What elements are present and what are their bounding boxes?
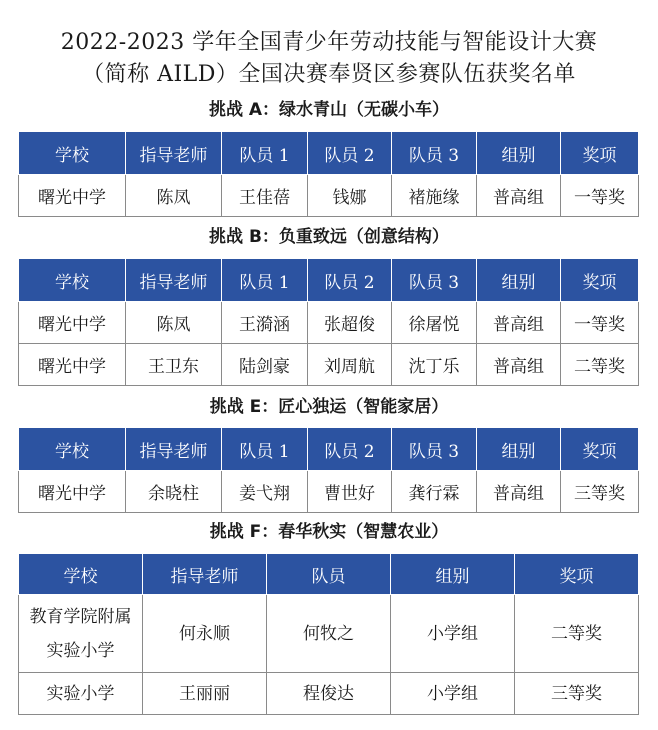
cell-member-2: 张超俊 xyxy=(308,302,392,344)
header-cell: 奖项 xyxy=(515,554,639,595)
table-row xyxy=(19,344,639,386)
cell-teacher: 陈凤 xyxy=(126,302,222,344)
cell-school: 曙光中学 xyxy=(19,175,126,217)
cell-award: 一等奖 xyxy=(561,302,639,344)
cell-award: 一等奖 xyxy=(561,175,639,217)
table-header-row xyxy=(19,554,639,595)
table-row xyxy=(19,302,639,344)
table-challenge-a xyxy=(18,131,639,217)
table-row xyxy=(19,175,639,217)
cell-group: 小学组 xyxy=(391,673,515,715)
cell-group: 普高组 xyxy=(477,344,561,386)
table-challenge-b xyxy=(18,258,639,386)
cell-member-2: 刘周航 xyxy=(308,344,392,386)
table-row xyxy=(19,673,639,715)
cell-member-1: 王佳蓓 xyxy=(222,175,308,217)
header-cell: 组别 xyxy=(391,554,515,595)
cell-school: 曙光中学 xyxy=(19,471,126,513)
header-cell: 队员 1 xyxy=(222,132,308,175)
header-cell: 队员 3 xyxy=(392,428,477,471)
header-cell: 奖项 xyxy=(561,259,639,302)
cell-member-1: 王漪涵 xyxy=(222,302,308,344)
header-cell: 队员 3 xyxy=(392,132,477,175)
header-cell: 队员 1 xyxy=(222,259,308,302)
table-header-row xyxy=(19,259,639,302)
header-cell: 队员 xyxy=(267,554,391,595)
section-title-e: 挑战 E：匠心独运（智能家居） xyxy=(209,397,449,417)
cell-member-1: 姜弋翔 xyxy=(222,471,308,513)
header-cell: 队员 3 xyxy=(392,259,477,302)
table-challenge-e xyxy=(18,427,639,513)
header-cell: 指导老师 xyxy=(143,554,267,595)
header-cell: 学校 xyxy=(19,132,126,175)
cell-teacher: 王卫东 xyxy=(126,344,222,386)
section-title-f: 挑战 F：春华秋实（智慧农业） xyxy=(209,522,449,542)
header-cell: 组别 xyxy=(477,428,561,471)
header-cell: 奖项 xyxy=(561,132,639,175)
cell-school: 曙光中学 xyxy=(19,302,126,344)
cell-award: 二等奖 xyxy=(515,595,639,673)
header-cell: 队员 2 xyxy=(308,259,392,302)
document-title-line-1: 2022-2023 学年全国青少年劳动技能与智能设计大赛 xyxy=(60,30,598,55)
header-cell: 指导老师 xyxy=(126,259,222,302)
cell-member-3: 沈丁乐 xyxy=(392,344,477,386)
cell-member-2: 钱娜 xyxy=(308,175,392,217)
cell-school: 实验小学 xyxy=(19,673,143,715)
cell-teacher: 何永顺 xyxy=(143,595,267,673)
header-cell: 指导老师 xyxy=(126,428,222,471)
table-challenge-f xyxy=(18,553,639,715)
cell-teacher: 余晓柱 xyxy=(126,471,222,513)
table-row xyxy=(19,471,639,513)
header-cell: 奖项 xyxy=(561,428,639,471)
section-title-b: 挑战 B：负重致远（创意结构） xyxy=(209,227,449,247)
cell-group: 普高组 xyxy=(477,175,561,217)
cell-school: 曙光中学 xyxy=(19,344,126,386)
section-title-a: 挑战 A：绿水青山（无碳小车） xyxy=(208,100,450,120)
header-cell: 队员 1 xyxy=(222,428,308,471)
header-cell: 学校 xyxy=(19,259,126,302)
table-header-row xyxy=(19,428,639,471)
cell-member-2: 曹世好 xyxy=(308,471,392,513)
cell-member-3: 龚行霖 xyxy=(392,471,477,513)
cell-member-3: 褚施缘 xyxy=(392,175,477,217)
cell-group: 普高组 xyxy=(477,471,561,513)
header-cell: 队员 2 xyxy=(308,428,392,471)
header-cell: 队员 2 xyxy=(308,132,392,175)
table-row xyxy=(19,595,639,673)
cell-group: 普高组 xyxy=(477,302,561,344)
cell-award: 三等奖 xyxy=(561,471,639,513)
header-cell: 学校 xyxy=(19,554,143,595)
table-header-row xyxy=(19,132,639,175)
header-cell: 指导老师 xyxy=(126,132,222,175)
header-cell: 组别 xyxy=(477,259,561,302)
cell-school: 教育学院附属实验小学 xyxy=(19,595,143,673)
cell-award: 三等奖 xyxy=(515,673,639,715)
cell-teacher: 王丽丽 xyxy=(143,673,267,715)
cell-member-1: 陆剑豪 xyxy=(222,344,308,386)
cell-award: 二等奖 xyxy=(561,344,639,386)
cell-group: 小学组 xyxy=(391,595,515,673)
cell-teacher: 陈凤 xyxy=(126,175,222,217)
header-cell: 组别 xyxy=(477,132,561,175)
header-cell: 学校 xyxy=(19,428,126,471)
document-title-line-2: （简称 AILD）全国决赛奉贤区参赛队伍获奖名单 xyxy=(82,62,576,87)
cell-member: 何牧之 xyxy=(267,595,391,673)
cell-member-3: 徐屠悦 xyxy=(392,302,477,344)
cell-member: 程俊达 xyxy=(267,673,391,715)
